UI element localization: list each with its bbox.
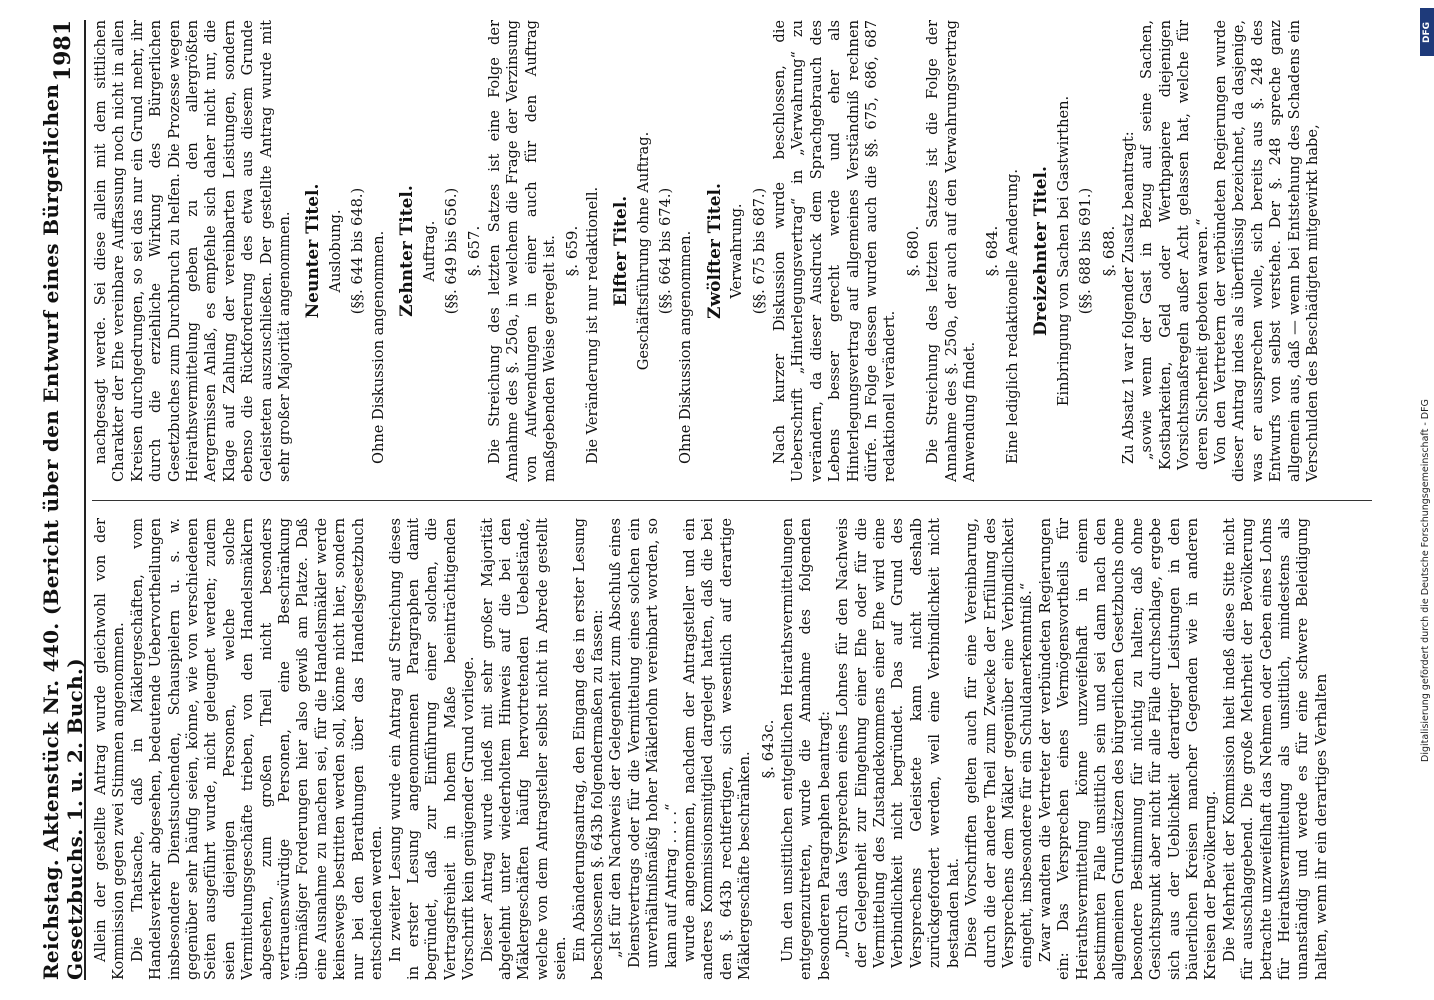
column-divider (92, 500, 1372, 501)
paragraph: Nach kurzer Diskussion wurde beschlossen, die Ueberschrift „Hinterlegungsvertrag“ in „Verwahrung“ zu verändern, da dieser Ausdruck dem Sprachgebrauch des Lebens besser gerecht werde und eher als Hinterlegungsvertrag auf allgemeines Verständniß rechnen dürfe. In Folge dessen wurden auch die §§. 675, 686, 687 redaktionell verändert. (771, 20, 899, 482)
section-range: (§§. 644 bis 648.) (349, 187, 367, 315)
paragraph: Die Streichung des letzten Satzes ist die Folge der Annahme des §. 250a, der auch auf den Verwahrungsvertrag Anwendung findet. (924, 20, 979, 482)
paragraph: Die Thatsache, daß in Mäklergeschäften, vom Handelsverkehr abgesehen, bedeutende Uebervortheilungen insbesondere Dienstsuchenden, Schauspielern u. s. w. gegenüber sehr häufig seien, könne, wie von verschiedenen Seiten ausgeführt wurde, nicht geleugnet werden; zudem seien diejenigen Personen, welche solche Vermittelungsgeschäfte trieben, von den Handelsmäklern abgesehen, zum großen Theil nicht besonders vertrauenswürdige Personen, eine Beschränkung übermäßiger Forderungen hier also gewiß am Platze. Daß eine Ausnahme zu machen sei, für die Handelsmäkler werde keineswegs bestritten werden soll, könne nicht hier, sondern nur bei den Berathungen über das Handelsgesetzbuch entschieden werden. (128, 518, 386, 980)
paragraph: Von den Vertretern der verbündeten Regierungen wurde dieser Antrag indes als überflüssig bezeichnet, da dasjenige, was er aussprechen wolle, sich bereits aus §. 248 des Entwurfs von selbst verstehe. Der §. 248 spreche ganz allgemein aus, daß — wenn bei Entstehung des Schadens ein Verschulden des Beschädigten mitgewirkt habe, (1211, 20, 1321, 482)
paragraph: Zu Absatz 1 war folgender Zusatz beantragt: (1119, 131, 1137, 464)
section-heading: §. 680. (903, 225, 922, 277)
title-subheading: Auslobung. (326, 209, 344, 293)
quotation: „sowie wenn der Gast in Bezug auf seine Sachen, Kostbarkeiten, Geld oder Werthpapiere diejenigen Vorsichtsmaßregeln außer Acht gelassen hat, welche für deren Sicherheit geboten waren.“ (1138, 20, 1211, 470)
title-heading: Dreizehnter Titel. (1031, 166, 1052, 336)
paragraph: Ohne Diskussion angenommen. (677, 230, 695, 464)
title-heading: Zwölfter Titel. (704, 183, 725, 319)
paragraph: Zwar wandten die Vertreter der verbündeten Regierungen ein: Das Versprechen eines Vermögensvortheils für Heirathsvermittelung könne unzweifelhaft in einem bestimmten Falle unsittlich sein und sei dann nach den allgemeinen Grundsätzen des bürgerlichen Gesetzbuchs ohne besondere Bestimmung für nichtig zu halten; daß ohne Gesichtspunkt aber nicht für alle Fälle durchschlage, ergebe sich aus der Ueblichkeit derartiger Leistungen in den bäuerlichen Kreisen mancher Gegenden wie in anderen Kreisen der Bevölkerung. (1036, 518, 1220, 980)
digitization-notice: Digitalisierung gefördert durch die Deutsche Forschungsgemeinschaft - DFG (1420, 399, 1431, 762)
paragraph: Ohne Diskussion angenommen. (369, 230, 387, 464)
rotated-page (39, 20, 1392, 980)
paragraph: In zweiter Lesung wurde ein Antrag auf Streichung dieses in erster Lesung angenommenen Paragraphen damit begründet, daß zur Einführung einer solchen, die Vertragsfreiheit in hohem Maße beeinträchtigenden Vorschrift kein genügender Grund vorliege. (386, 518, 478, 980)
quotation: Diese Vorschriften gelten auch für eine Vereinbarung, durch die der andere Theil zum Zwecke der Erfüllung des Versprechens dem Mäkler gegenüber eine Verbindlichkeit eingeht, insbesondere für ein Schuldanerkenntniß.“ (963, 518, 1036, 968)
title-subheading: Auftrag. (420, 220, 438, 282)
section-range: (§§. 649 bis 656.) (442, 187, 460, 315)
title-subheading: Einbringung von Sachen bei Gastwirthen. (1054, 95, 1072, 407)
dfg-logo: DFG (1420, 8, 1434, 56)
paragraph: nachgesagt werde. Sei diese allein mit dem sittlichen Charakter der Ehe vereinbare Auffassung noch nicht in allen Kreisen durchgedrungen, so sei das nur ein Grund mehr, ihr durch die erziehliche Wirkung des Bürgerlichen Gesetzbuches zum Durchbruch zu helfen. Die Prozesse wegen Heirathsvermittelung geben zu den allergrößten Aergernissen Anlaß, es empfehle sich daher nicht nur, die Klage auf Zahlung der vereinbarten Leistungen, sondern ebenso die Rückforderung des etwa aus diesem Grunde Geleisteten auszuschließen. Der gestellte Antrag wurde mit sehr großer Majorität angenommen. (92, 20, 294, 482)
paragraph: Ein Abänderungsantrag, den Eingang des in erster Lesung beschlossenen §. 643b folgendermaßen zu fassen: (570, 518, 606, 980)
quotation: „Durch das Versprechen eines Lohnes für den Nachweis der Gelegenheit zur Eingehung einer Ehe oder für die Vermittelung des Zustandekommens einer Ehe wird eine Verbindlichkeit nicht begründet. Das auf Grund des Versprechens Geleistete kann nicht deshalb zurückgefordert werden, weil eine Verbindlichkeit nicht bestanden hat. (834, 518, 962, 968)
section-range: (§§. 664 bis 674.) (656, 187, 674, 315)
section-range: (§§. 675 bis 687.) (750, 187, 768, 315)
title-heading: Zehnter Titel. (397, 185, 418, 317)
right-column (92, 20, 1382, 482)
section-heading: §. 659. (563, 225, 582, 277)
section-heading: §. 643c. (758, 719, 777, 779)
paragraph: Eine lediglich redaktionelle Aenderung. (1003, 169, 1021, 464)
header-title: Reichstag. Aktenstück Nr. 440. (Bericht über den Entwurf eines Bürgerlichen Gesetzbuchs. 1. u. 2. Buch.) (39, 83, 87, 980)
paragraph: Allein der gestellte Antrag wurde gleichwohl von der Kommission gegen zwei Stimmen angenommen. (92, 518, 128, 980)
title-heading: Neunter Titel. (303, 183, 324, 319)
title-subheading: Verwahrung. (728, 203, 746, 299)
quotation: „Ist für den Nachweis der Gelegenheit zum Abschluß eines Dienstvertrags oder für die Vermittelung eines solchen ein unverhältnißmäßig hoher Mäklerlohn vereinbart worden, so kann auf Antrag . . . .“ (607, 518, 680, 968)
page-number: 1981 (50, 20, 76, 82)
paragraph: Die Mehrheit der Kommission hielt indeß diese Sitte nicht für ausschlaggebend. Die große Mehrheit der Bevölkerung betrachte unzweifelhaft das Nehmen oder Geben eines Lohns für Heirathsvermittelung als unsittlich, mindestens als unanständig und werde es für eine schwere Beleidigung halten, wenn ihr ein derartiges Verhalten (1220, 518, 1330, 980)
left-column (92, 518, 1382, 980)
paragraph: Um den unsittlichen entgeltlichen Heirathsvermittelungen entgegenzutreten, wurde die Annahme des folgenden besonderen Paragraphen beantragt: (779, 518, 833, 980)
dfg-sidebar (1420, 0, 1434, 1000)
title-heading: Elfter Titel. (611, 195, 632, 307)
section-heading: §. 684. (983, 225, 1002, 277)
paragraph: Die Veränderung ist nur redaktionell. (583, 186, 601, 464)
paragraph: Dieser Antrag wurde indeß mit sehr großer Majorität abgelehnt unter wiederholtem Hinweis auf die bei den Mäklergeschäften häufig hervortretenden Uebelstände, welche von dem Antragsteller selbst nicht in Abrede gestellt seien. (478, 518, 570, 980)
title-subheading: Geschäftsführung ohne Auftrag. (634, 131, 652, 371)
paragraph: wurde angenommen, nachdem der Antragsteller und ein anderes Kommissionsmitglied dargelegt hatten, daß die bei den §. 643b rechtfertigen, sich wesentlich auf derartige Mäklergeschäfte beschränken. (681, 518, 754, 980)
section-heading: §. 688. (1099, 225, 1118, 277)
section-heading: §. 657. (465, 225, 484, 277)
section-range: (§§. 688 bis 691.) (1077, 187, 1095, 315)
page-header (39, 20, 87, 980)
paragraph: Die Streichung des letzten Satzes ist eine Folge der Annahme des §. 250a, in welchem die Frage der Verzinsung von Aufwendungen in einer auch für den Auftrag maßgebenden Weise geregelt ist. (485, 20, 558, 482)
